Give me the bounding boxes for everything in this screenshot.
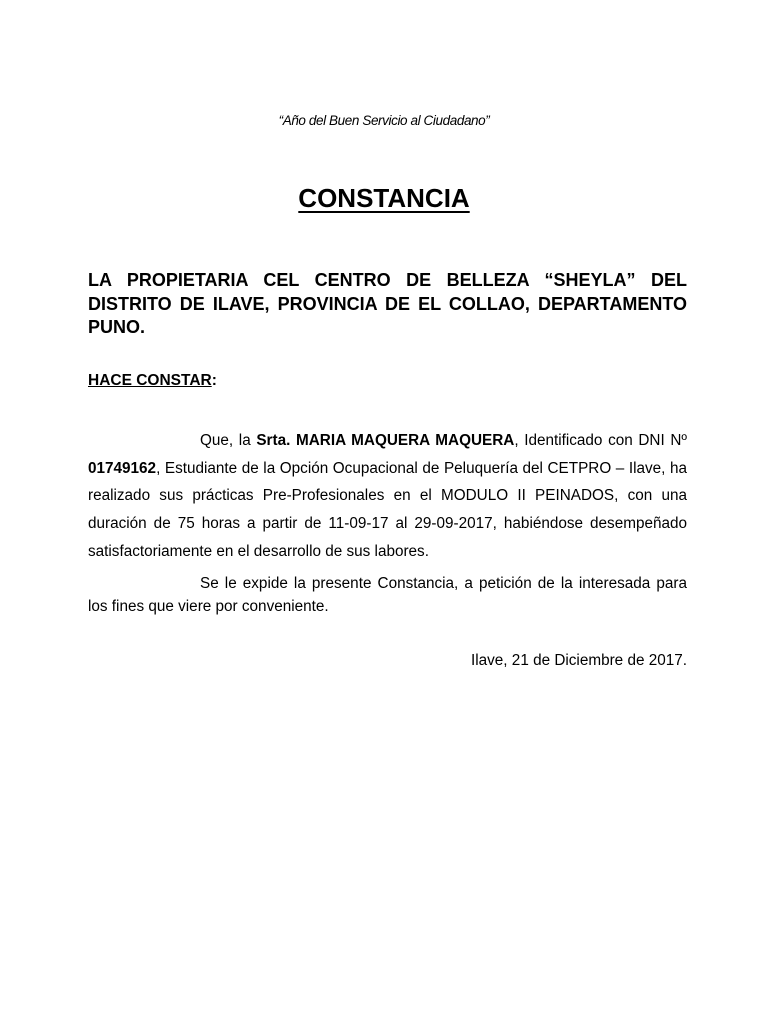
student-dni: 01749162 bbox=[88, 459, 157, 477]
paragraph1-part1: Que, la bbox=[200, 432, 257, 449]
hace-constar-label bbox=[88, 372, 217, 390]
paragraph1-part2: , Identificado con DNI Nº bbox=[514, 432, 687, 449]
paragraph1-part3: , Estudiante de la Opción Ocupacional de Peluquería del CETPRO – Ilave, ha realizado sus prácticas Pre-Profesionales en el MODULO II PEINADOS, con una duración de 75 horas a partir de 11-09-17 al 29-09-2017, habiéndose desempeñado satisfactoriamente en el desarrollo de sus labores. bbox=[88, 459, 687, 560]
document-title: CONSTANCIA bbox=[298, 183, 470, 213]
date-line: Ilave, 21 de Diciembre de 2017. bbox=[471, 652, 687, 669]
hace-constar-colon: : bbox=[211, 372, 217, 389]
issuance-paragraph bbox=[88, 572, 687, 618]
year-motto: “Año del Buen Servicio al Ciudadano” bbox=[278, 113, 490, 128]
hace-constar-text: HACE CONSTAR bbox=[88, 372, 212, 389]
student-name: Srta. MARIA MAQUERA MAQUERA bbox=[256, 432, 515, 449]
issuer-heading: LA PROPIETARIA CEL CENTRO DE BELLEZA “SHEYLA” DEL DISTRITO DE ILAVE, PROVINCIA DE EL COLLAO, DEPARTAMENTO PUNO. bbox=[88, 270, 687, 337]
certification-paragraph bbox=[88, 427, 687, 566]
paragraph2-text: Se le expide la presente Constancia, a petición de la interesada para los fines que viere por conveniente. bbox=[88, 575, 687, 615]
